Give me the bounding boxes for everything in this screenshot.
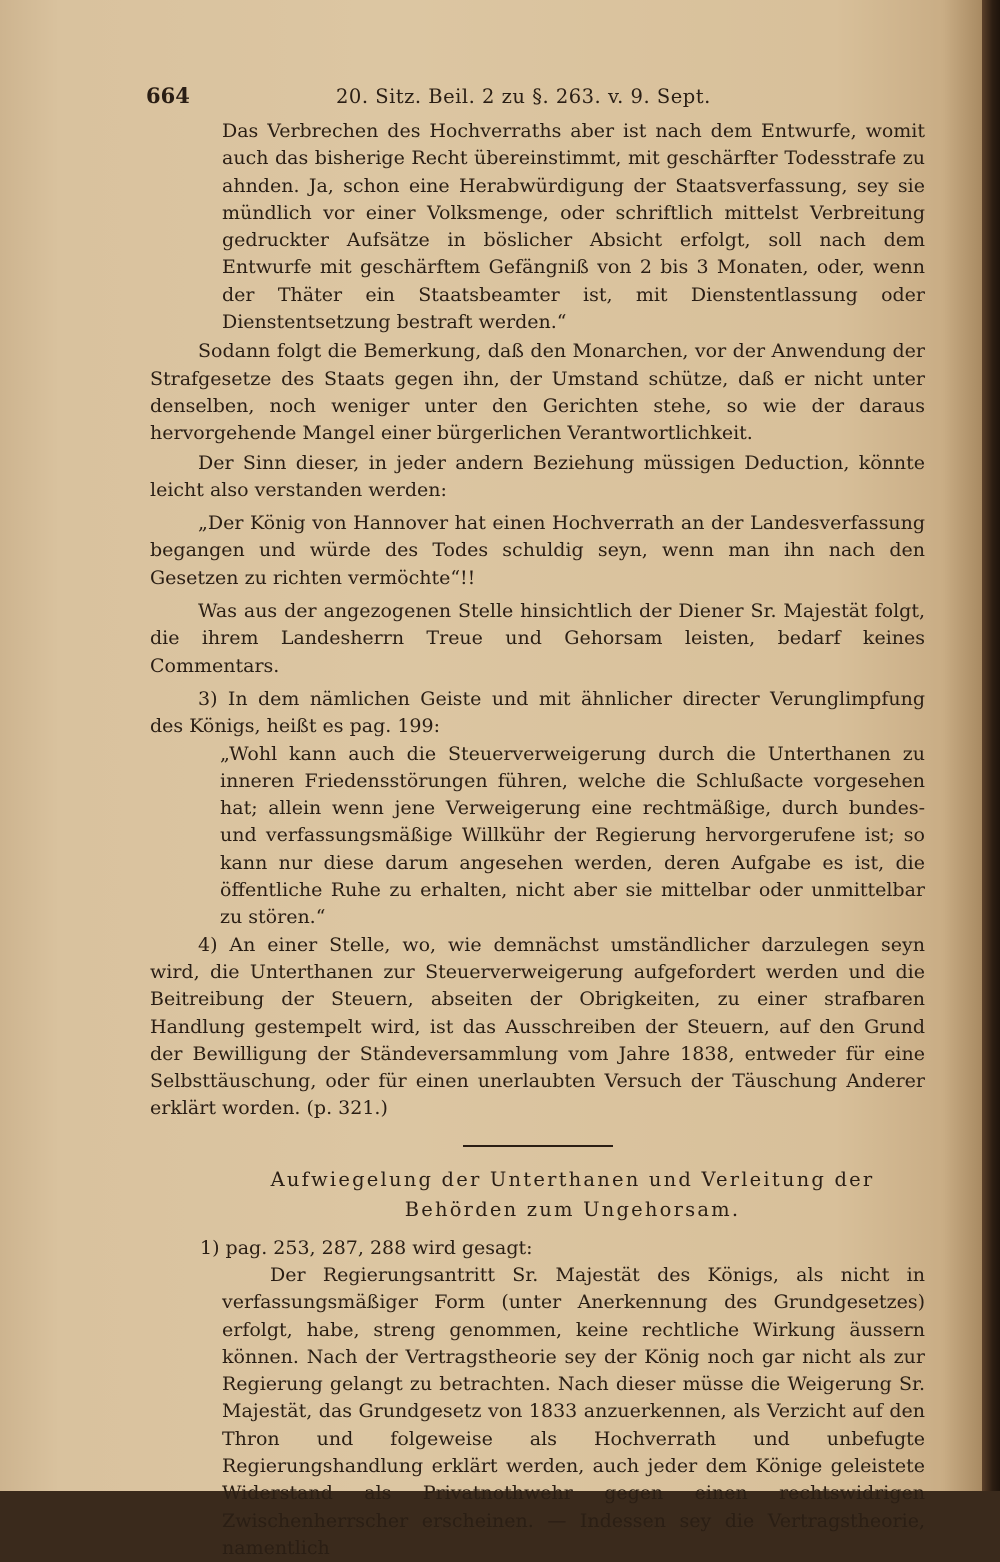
- paragraph-point-4: 4) An einer Stelle, wo, wie demnächst umständlicher darzulegen seyn wird, die Unterthanen zur Steuerverweigerung aufgefordert werden und die Beitreibung der Steuern, abseiten der Obrigkeiten, zu einer strafbaren Handlung gestempelt wird, ist das Ausschreiben der Steuern, auf den Grund der Bewilligung der Ständeversammlung vom Jahre 1838, entweder für eine Selbsttäuschung, oder für einen unerlaubten Versuch der Täuschung Anderer erklärt worden. (p. 321.): [150, 933, 925, 1120]
- paragraph-bemerkung: Sodann folgt die Bemerkung, daß den Monarchen, vor der Anwendung der Strafgesetze des Staats gegen ihn, der Umstand schütze, daß er nicht unter denselben, noch weniger unter den Gerichten stehe, so wie der daraus hervorgehende Mangel einer bürgerlichen Verantwortlichkeit.: [150, 340, 925, 445]
- subsection-label: 1) pag. 253, 287, 288 wird gesagt:: [200, 1236, 533, 1259]
- paragraph-point-3: 3) In dem nämlichen Geiste und mit ähnlicher directer Verunglimpfung des Königs, heißt es pag. 199:: [150, 687, 925, 738]
- paragraph-hochverrath: Das Verbrechen des Hochverraths aber ist nach dem Entwurfe, womit auch das bisherige Recht übereinstimmt, mit geschärfter Todesstrafe zu ahnden. Ja, schon eine Herabwürdigung der Staatsverfassung, sey sie mündlich vor einer Volksmenge, oder schriftlich mittelst Verbreitung gedruckter Aufsätze in böslicher Absicht erfolgt, soll nach dem Entwurfe mit geschärftem Gefängniß von 2 bis 3 Monaten, oder, wenn der Thäter ein Staatsbeamter ist, mit Dienstentlassung oder Dienstentsetzung bestraft werden.“: [222, 120, 925, 334]
- page-text: [146, 82, 925, 1562]
- page-header: [146, 82, 925, 118]
- paragraph-regierungsantritt: Der Regierungsantritt Sr. Majestät des Königs, als nicht in verfassungsmäßiger Form (unter Anerkennung des Grundgesetzes) erfolgt, habe, streng genommen, keine rechtliche Wirkung äussern können. Nach der Vertragstheorie sey der König noch gar nicht als zur Regierung gelangt zu betrachten. Nach dieser müsse die Weigerung Sr. Majestät, das Grundgesetz von 1833 anzuerkennen, als Verzicht auf den Thron und folgeweise als Hochverrath und unbefugte Regierungshandlung erklärt werden, auch jeder dem Könige geleistete Widerstand als Privatnothwehr gegen einen rechtswidrigen Zwischenherrscher erscheinen. — Indessen sey die Vertragstheorie, namentlich: [222, 1263, 925, 1559]
- page-number: 664: [146, 83, 190, 108]
- paragraph-diener: Was aus der angezogenen Stelle hinsichtlich der Diener Sr. Majestät folgt, die ihrem Landesherrn Treue und Gehorsam leisten, bedarf keines Commentars.: [150, 600, 925, 677]
- book-edge: [982, 0, 1000, 1491]
- section-heading: Aufwiegelung der Unterthanen und Verleitung der Behörden zum Ungehorsam.: [270, 1167, 875, 1221]
- section-divider: [463, 1145, 613, 1147]
- paragraph-sinn: Der Sinn dieser, in jeder andern Beziehung müssigen Deduction, könnte leicht also verstanden werden:: [150, 451, 925, 501]
- running-title: 20. Sitz. Beil. 2 zu §. 263. v. 9. Sept.: [336, 85, 711, 108]
- quote-steuerverweigerung: „Wohl kann auch die Steuerverweigerung durch die Unterthanen zu inneren Friedensstörungen führen, welche die Schlußacte vorgesehen hat; allein wenn jene Verweigerung eine rechtmäßige, durch bundes- und verfassungsmäßige Willkühr der Regierung hervorgerufene ist; so kann nur diese darum angesehen werden, deren Aufgabe es ist, die öffentliche Ruhe zu erhalten, nicht aber sie mittelbar oder unmittelbar zu stören.“: [220, 742, 925, 929]
- paragraph-koenig-quote: „Der König von Hannover hat einen Hochverrath an der Landesverfassung begangen und würde des Todes schuldig seyn, wenn man ihn nach den Gesetzen zu richten vermöchte“!!: [150, 512, 925, 589]
